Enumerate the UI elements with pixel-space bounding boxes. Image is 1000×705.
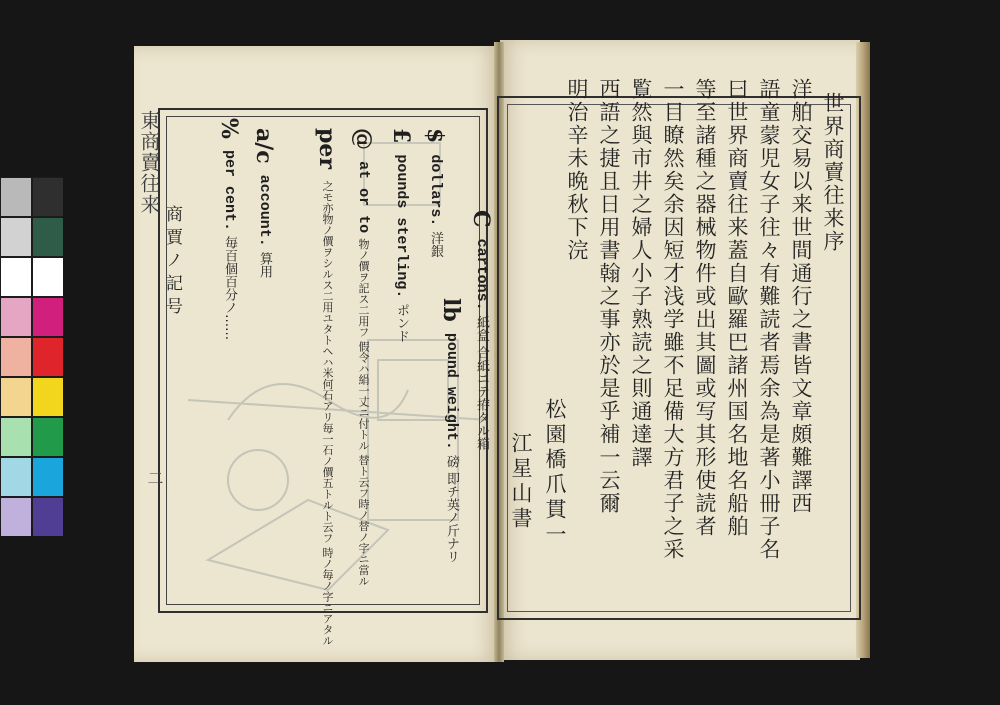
symbol-japanese: ポンド [394, 303, 409, 343]
calligrapher-signature: 江星山書 [509, 432, 533, 532]
color-swatch [1, 298, 31, 336]
color-swatch [1, 378, 31, 416]
color-swatch [1, 178, 31, 216]
color-swatch [33, 178, 63, 216]
color-swatch [1, 218, 31, 256]
symbol-japanese: 之モ亦物ノ價ヲシルス二用ユタトヘハ米何石アリ毎一石ノ價五トルト云フ 時ノ毎ノ字ニアタル [321, 180, 334, 646]
preface-title: 世界商賣往来序 [821, 92, 845, 253]
at-symbol: @ [350, 128, 376, 150]
color-swatch [1, 498, 31, 536]
color-swatch [33, 218, 63, 256]
color-swatch [33, 418, 63, 456]
symbol-english: pounds sterling. [393, 154, 410, 299]
author-signature: 松園橋爪貫一 [543, 398, 567, 548]
section-heading: 商賈ノ記号 [162, 205, 182, 320]
color-swatch [33, 338, 63, 376]
color-checker-card [0, 177, 62, 529]
color-swatch [1, 458, 31, 496]
per-symbol: per [314, 128, 340, 169]
symbol-japanese: 紙盒 合紙ニテ拵タル箱 [474, 315, 489, 450]
preface-column: 洋舶交易以来世間通行之書皆文章頗難譯西 [789, 78, 813, 515]
symbol-entry-pounds [390, 128, 412, 343]
preface-column: 一目瞭然矣余因短才浅学雖不足備大方君子之采 [661, 78, 685, 561]
symbol-japanese: 毎百個百分ノ…… [222, 236, 237, 341]
pound-symbol: £ [388, 128, 414, 144]
symbol-japanese: 算用 [257, 251, 272, 278]
symbol-entry-cartons [470, 210, 492, 450]
symbol-entry-per [316, 128, 338, 646]
preface-column: 曰世界商賣往来蓋自歐羅巴諸州国名地名船舶 [725, 78, 749, 538]
symbol-english: per cent. [221, 150, 238, 232]
color-swatch [1, 258, 31, 296]
color-swatch [33, 498, 63, 536]
color-swatch [1, 338, 31, 376]
preface-column: 覧然與市井之婦人小子熟読之則通達譯 [629, 78, 653, 469]
symbol-english: cartons. [473, 238, 490, 311]
color-swatch [1, 418, 31, 456]
preface-column: 西語之捷且日用書翰之事亦於是乎補一云爾 [597, 78, 621, 515]
symbol-japanese: 磅 即チ英ノ斤ナリ [444, 454, 459, 564]
symbol-entry-account [253, 128, 275, 278]
preface-column: 等至諸種之器械物件或出其圖或写其形使読者 [693, 78, 717, 538]
account-symbol: a/c [251, 128, 277, 164]
symbol-english: dollars. [427, 154, 444, 227]
color-swatch [33, 258, 63, 296]
color-swatch [33, 458, 63, 496]
symbol-japanese: 洋銀 [428, 231, 443, 258]
preface-date: 明治辛未晩秋下浣 [565, 78, 589, 262]
color-swatch [33, 298, 63, 336]
symbol-japanese: 物ノ價ヲ記ス二用フ 假令ハ絹一丈ニ付トル 替ト云フ時ノ替ノ字ニ當ル [357, 238, 370, 587]
symbol-entry-pound-weight [440, 298, 462, 563]
symbol-english: at or to [355, 161, 372, 234]
pound-weight-symbol: lb [438, 298, 464, 322]
symbol-english: account. [256, 174, 273, 247]
left-folio-number: 二 [145, 470, 164, 486]
dollar-symbol: $ [422, 128, 448, 144]
left-margin-title: 東商賣往来 [137, 110, 161, 215]
symbol-entry-at [352, 128, 374, 586]
percent-symbol: % [216, 118, 242, 139]
symbol-entry-dollars [424, 128, 446, 258]
symbol-entry-percent [218, 118, 240, 340]
color-swatch [33, 378, 63, 416]
cartons-symbol: C [468, 210, 494, 228]
symbol-english: pound weight. [443, 332, 460, 450]
preface-column: 語童蒙児女子往々有難読者焉余為是著小冊子名 [757, 78, 781, 561]
